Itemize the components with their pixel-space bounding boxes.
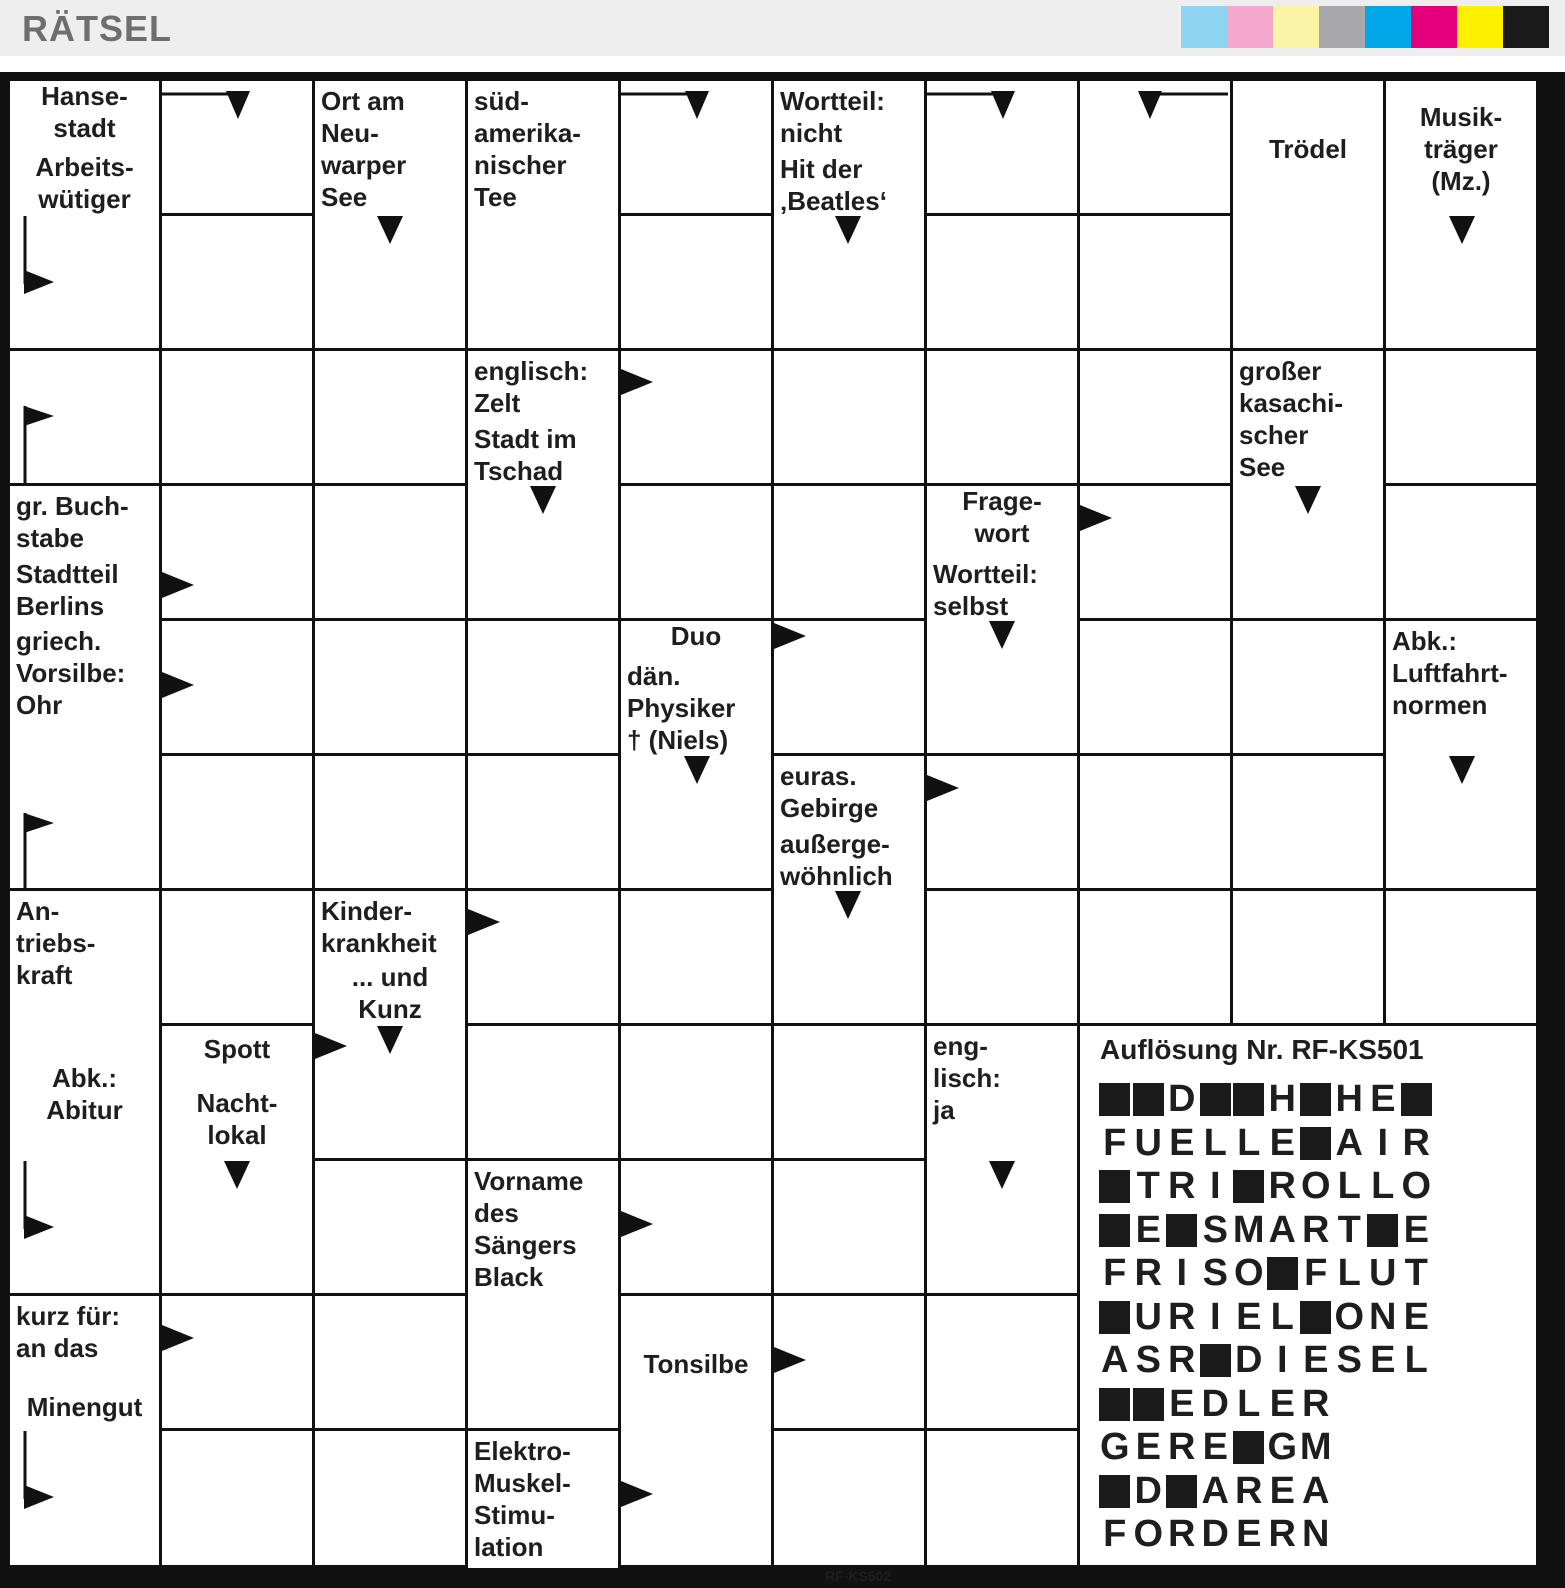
clue-hansestadt: Hanse- stadt bbox=[10, 81, 159, 143]
solution-block bbox=[1300, 1127, 1331, 1160]
grid-cell[interactable] bbox=[315, 1026, 465, 1158]
solution-row bbox=[1098, 1122, 1433, 1166]
grid-cell[interactable] bbox=[1386, 486, 1536, 618]
grid-cell[interactable] bbox=[1233, 216, 1383, 348]
grid-cell[interactable] bbox=[1386, 756, 1536, 888]
clue-stadtteil-berlins: Stadtteil Berlins bbox=[10, 554, 159, 622]
color-swatch bbox=[1503, 6, 1549, 48]
solution-letter: S bbox=[1202, 1208, 1228, 1251]
solution-letter: F bbox=[1103, 1121, 1127, 1164]
puzzle-code: RF-KS502 bbox=[825, 1568, 892, 1584]
solution-block bbox=[1099, 1301, 1130, 1334]
solution-letter: R bbox=[1268, 1165, 1296, 1208]
solution-letter: D bbox=[1168, 1078, 1196, 1121]
solution-letter: I bbox=[1377, 1121, 1389, 1164]
solution-letter: E bbox=[1403, 1295, 1429, 1338]
solution-letter: S bbox=[1336, 1339, 1362, 1382]
grid-cell[interactable] bbox=[927, 1296, 1077, 1428]
clue-nachtlokal: Nacht- lokal bbox=[162, 1077, 312, 1161]
grid-cell[interactable] bbox=[162, 216, 312, 348]
grid-cell[interactable] bbox=[162, 81, 312, 213]
solution-title: Auflösung Nr. RF-KS501 bbox=[1100, 1034, 1424, 1065]
grid-cell[interactable] bbox=[774, 216, 924, 348]
grid-cell[interactable] bbox=[162, 1431, 312, 1565]
grid-cell[interactable] bbox=[315, 621, 465, 753]
grid-cell[interactable] bbox=[468, 621, 618, 753]
solution-row bbox=[1098, 1078, 1433, 1122]
solution-letter: E bbox=[1269, 1382, 1295, 1425]
grid-cell[interactable] bbox=[927, 621, 1077, 753]
grid-cell[interactable] bbox=[621, 1026, 771, 1158]
clue-duo: Duo bbox=[621, 621, 771, 650]
clue-tonsilbe: Tonsilbe bbox=[621, 1296, 771, 1431]
clue-aussergewoehnlich: außerge- wöhnlich bbox=[774, 824, 924, 892]
solution-letter: A bbox=[1268, 1208, 1296, 1251]
solution-letter: A bbox=[1101, 1339, 1129, 1382]
color-swatch bbox=[1227, 6, 1273, 48]
solution-letter: U bbox=[1134, 1121, 1162, 1164]
solution-row bbox=[1098, 1252, 1433, 1296]
solution-letter: E bbox=[1169, 1382, 1195, 1425]
grid-cell[interactable] bbox=[621, 486, 771, 618]
page-title: RÄTSEL bbox=[22, 8, 172, 49]
solution-letter: N bbox=[1369, 1295, 1397, 1338]
solution-letter: R bbox=[1168, 1339, 1196, 1382]
grid-cell[interactable] bbox=[315, 1296, 465, 1428]
clue-und-kunz: ... und Kunz bbox=[315, 959, 465, 1027]
grid-cell[interactable] bbox=[162, 486, 312, 618]
clue-minengut: Minengut bbox=[10, 1382, 159, 1431]
crossword-grid bbox=[0, 72, 1565, 1588]
grid-cell[interactable] bbox=[774, 351, 924, 483]
solution-letter: L bbox=[1337, 1165, 1361, 1208]
grid-cell[interactable] bbox=[1386, 351, 1536, 483]
grid-cell[interactable] bbox=[315, 216, 465, 348]
solution-letter: I bbox=[1209, 1165, 1221, 1208]
grid-cell[interactable] bbox=[315, 756, 465, 888]
clue-vorname-saenger: Vorname des Sängers Black bbox=[468, 1161, 618, 1296]
solution-letter: O bbox=[1401, 1165, 1432, 1208]
solution-block bbox=[1133, 1083, 1164, 1116]
clue-musiktraeger: Musik- träger (Mz.) bbox=[1386, 81, 1536, 216]
grid-cell[interactable] bbox=[927, 756, 1077, 888]
grid-cell[interactable] bbox=[315, 486, 465, 618]
solution-letter: A bbox=[1302, 1469, 1330, 1512]
solution-block bbox=[1099, 1214, 1130, 1247]
solution-letter: D bbox=[1235, 1339, 1263, 1382]
solution-letter: E bbox=[1202, 1426, 1228, 1469]
grid-cell[interactable] bbox=[774, 1026, 924, 1158]
page-header bbox=[0, 0, 1565, 56]
grid-cell[interactable] bbox=[621, 891, 771, 1023]
solution-letter: L bbox=[1404, 1339, 1428, 1382]
clue-troedel: Trödel bbox=[1233, 81, 1383, 216]
solution-row bbox=[1098, 1426, 1433, 1470]
grid-cell[interactable] bbox=[774, 1296, 924, 1428]
grid-cell[interactable] bbox=[1080, 351, 1230, 483]
solution-letter: I bbox=[1176, 1252, 1188, 1295]
solution-letter: E bbox=[1269, 1121, 1295, 1164]
grid-cell[interactable] bbox=[468, 1296, 618, 1428]
solution-letter: M bbox=[1299, 1426, 1332, 1469]
solution-letter: E bbox=[1303, 1339, 1329, 1382]
grid-cell[interactable] bbox=[315, 1161, 465, 1293]
grid-cell[interactable] bbox=[468, 216, 618, 348]
solution-block bbox=[1200, 1083, 1231, 1116]
grid-cell[interactable] bbox=[927, 216, 1077, 348]
solution-letter: S bbox=[1202, 1252, 1228, 1295]
grid-cell[interactable] bbox=[315, 351, 465, 483]
clue-kasachischer-see: großer kasachi- scher See bbox=[1233, 351, 1383, 486]
grid-cell[interactable] bbox=[774, 1161, 924, 1293]
clue-griech-vorsilbe: griech. Vorsilbe: Ohr bbox=[10, 621, 159, 756]
solution-letter: R bbox=[1235, 1469, 1263, 1512]
grid-cell[interactable] bbox=[162, 621, 312, 753]
grid-cell[interactable] bbox=[621, 216, 771, 348]
solution-letter: R bbox=[1402, 1121, 1430, 1164]
solution-letter: R bbox=[1168, 1426, 1196, 1469]
grid-cell[interactable] bbox=[621, 81, 771, 213]
color-swatch bbox=[1273, 6, 1319, 48]
grid-cell[interactable] bbox=[1386, 891, 1536, 1023]
solution-letter: H bbox=[1335, 1078, 1363, 1121]
solution-letter: R bbox=[1302, 1208, 1330, 1251]
clue-hit-der-beatles: Hit der ‚Beatles‘ bbox=[774, 149, 924, 217]
solution-letter: E bbox=[1403, 1208, 1429, 1251]
solution-letter: R bbox=[1134, 1252, 1162, 1295]
solution-block bbox=[1099, 1388, 1130, 1421]
solution-block bbox=[1233, 1431, 1264, 1464]
clue-englisch-zelt: englisch: Zelt bbox=[468, 351, 618, 413]
solution-block bbox=[1267, 1257, 1298, 1290]
solution-letter: H bbox=[1268, 1078, 1296, 1121]
solution-letter: F bbox=[1103, 1252, 1127, 1295]
solution-letter: F bbox=[1103, 1513, 1127, 1556]
solution-letter: O bbox=[1334, 1295, 1365, 1338]
clue-antriebskraft: An- triebs- kraft bbox=[10, 891, 159, 1026]
solution-letter: R bbox=[1168, 1513, 1196, 1556]
grid-cell[interactable] bbox=[1080, 81, 1230, 213]
grid-cell[interactable] bbox=[1080, 891, 1230, 1023]
solution-letter: L bbox=[1203, 1121, 1227, 1164]
grid-cell[interactable] bbox=[162, 1296, 312, 1428]
solution-letter: O bbox=[1233, 1252, 1264, 1295]
solution-letter: N bbox=[1302, 1513, 1330, 1556]
solution-letter: O bbox=[1133, 1513, 1164, 1556]
clue-kinderkrankheit: Kinder- krankheit bbox=[315, 891, 465, 953]
solution-letter: G bbox=[1267, 1426, 1298, 1469]
grid-cell[interactable] bbox=[10, 351, 159, 483]
solution-block bbox=[1166, 1475, 1197, 1508]
solution-letter: T bbox=[1404, 1252, 1428, 1295]
grid-cell[interactable] bbox=[468, 486, 618, 618]
solution-letter: T bbox=[1136, 1165, 1160, 1208]
clue-kurz-fuer: kurz für: an das bbox=[10, 1296, 159, 1377]
grid-cell[interactable] bbox=[162, 756, 312, 888]
grid-cell[interactable] bbox=[468, 1026, 618, 1158]
clue-abk-luftfahrtnormen: Abk.: Luftfahrt- normen bbox=[1386, 621, 1536, 756]
solution-letter: L bbox=[1270, 1295, 1294, 1338]
solution-row bbox=[1098, 1470, 1433, 1514]
clue-ort-am-neuwarper-see: Ort am Neu- warper See bbox=[315, 81, 465, 216]
solution-letter: R bbox=[1268, 1513, 1296, 1556]
solution-letter: D bbox=[1134, 1469, 1162, 1512]
solution-letter: L bbox=[1371, 1165, 1395, 1208]
clue-gr-buchstabe: gr. Buch- stabe bbox=[10, 486, 159, 548]
solution-letter: L bbox=[1337, 1252, 1361, 1295]
solution-row bbox=[1098, 1296, 1433, 1340]
clue-abk-abitur: Abk.: Abitur bbox=[10, 1026, 159, 1161]
solution-letter: D bbox=[1201, 1513, 1229, 1556]
solution-letter: U bbox=[1134, 1295, 1162, 1338]
solution-block bbox=[1166, 1214, 1197, 1247]
solution-letter: G bbox=[1099, 1426, 1130, 1469]
grid-cell[interactable] bbox=[1233, 891, 1383, 1023]
solution-letter: E bbox=[1135, 1208, 1161, 1251]
grid-cell[interactable] bbox=[1080, 486, 1230, 618]
solution-letter: A bbox=[1335, 1121, 1363, 1164]
solution-block bbox=[1233, 1170, 1264, 1203]
solution-panel bbox=[1080, 1026, 1536, 1565]
grid-cell[interactable] bbox=[1233, 756, 1383, 888]
grid-cell[interactable] bbox=[162, 351, 312, 483]
grid-cell[interactable] bbox=[10, 216, 159, 348]
grid-cell[interactable] bbox=[774, 1431, 924, 1565]
solution-row bbox=[1098, 1383, 1433, 1427]
solution-grid bbox=[1098, 1078, 1433, 1557]
solution-letter: E bbox=[1269, 1469, 1295, 1512]
color-swatch bbox=[1411, 6, 1457, 48]
solution-letter: T bbox=[1337, 1208, 1361, 1251]
solution-letter: M bbox=[1232, 1208, 1265, 1251]
clue-euras-gebirge: euras. Gebirge bbox=[774, 756, 924, 818]
solution-letter: E bbox=[1370, 1339, 1396, 1382]
solution-letter: E bbox=[1236, 1513, 1262, 1556]
grid-cell[interactable] bbox=[621, 351, 771, 483]
clue-elektro-muskel: Elektro- Muskel- Stimu- lation bbox=[468, 1431, 618, 1568]
solution-letter: L bbox=[1237, 1382, 1261, 1425]
clue-wortteil-nicht: Wortteil: nicht bbox=[774, 81, 924, 143]
clue-englisch-ja: eng- lisch: ja bbox=[927, 1026, 1077, 1161]
solution-letter: L bbox=[1237, 1121, 1261, 1164]
grid-cell[interactable] bbox=[468, 891, 618, 1023]
grid-cell[interactable] bbox=[162, 1161, 312, 1293]
grid-cell[interactable] bbox=[927, 1161, 1077, 1293]
grid-cell[interactable] bbox=[468, 756, 618, 888]
clue-wortteil-selbst: Wortteil: selbst bbox=[927, 554, 1077, 622]
color-calibration-bar bbox=[1181, 6, 1549, 48]
color-swatch bbox=[1457, 6, 1503, 48]
solution-block bbox=[1099, 1475, 1130, 1508]
grid-cell[interactable] bbox=[774, 891, 924, 1023]
solution-block bbox=[1233, 1083, 1264, 1116]
solution-letter: I bbox=[1276, 1339, 1288, 1382]
grid-cell[interactable] bbox=[621, 756, 771, 888]
solution-block bbox=[1133, 1388, 1164, 1421]
solution-letter: S bbox=[1135, 1339, 1161, 1382]
solution-block bbox=[1401, 1083, 1432, 1116]
grid-cell[interactable] bbox=[315, 1431, 465, 1565]
grid-cell[interactable] bbox=[774, 621, 924, 753]
solution-row bbox=[1098, 1165, 1433, 1209]
solution-letter: I bbox=[1209, 1295, 1221, 1338]
solution-letter: R bbox=[1168, 1295, 1196, 1338]
solution-block bbox=[1300, 1301, 1331, 1334]
grid-cell[interactable] bbox=[1233, 621, 1383, 753]
clue-daen-physiker: dän. Physiker † (Niels) bbox=[621, 656, 771, 756]
solution-block bbox=[1200, 1344, 1231, 1377]
grid-cell[interactable] bbox=[1080, 216, 1230, 348]
solution-letter: E bbox=[1135, 1426, 1161, 1469]
solution-letter: R bbox=[1302, 1382, 1330, 1425]
solution-letter: F bbox=[1304, 1252, 1328, 1295]
clue-spott: Spott bbox=[162, 1026, 312, 1072]
clue-frage-wort: Frage- wort bbox=[927, 486, 1077, 548]
grid-cell[interactable] bbox=[10, 1161, 159, 1293]
solution-row bbox=[1098, 1513, 1433, 1557]
grid-cell[interactable] bbox=[1386, 216, 1536, 348]
solution-letter: E bbox=[1169, 1121, 1195, 1164]
color-swatch bbox=[1319, 6, 1365, 48]
grid-cell[interactable] bbox=[927, 891, 1077, 1023]
grid-cell[interactable] bbox=[774, 486, 924, 618]
grid-cell[interactable] bbox=[927, 1431, 1077, 1565]
color-swatch bbox=[1181, 6, 1227, 48]
solution-block bbox=[1099, 1170, 1130, 1203]
grid-cell[interactable] bbox=[1080, 621, 1230, 753]
solution-block bbox=[1099, 1083, 1130, 1116]
clue-stadt-im-tschad: Stadt im Tschad bbox=[468, 419, 618, 487]
grid-cell[interactable] bbox=[927, 351, 1077, 483]
solution-letter: U bbox=[1369, 1252, 1397, 1295]
solution-letter: E bbox=[1370, 1078, 1396, 1121]
grid-cell[interactable] bbox=[927, 81, 1077, 213]
solution-row bbox=[1098, 1209, 1433, 1253]
grid-cell[interactable] bbox=[10, 756, 159, 888]
grid-cell[interactable] bbox=[1233, 486, 1383, 618]
clue-arbeitswuetiger: Arbeits- wütiger bbox=[10, 149, 159, 217]
grid-cell[interactable] bbox=[621, 1431, 771, 1565]
grid-cell[interactable] bbox=[1080, 756, 1230, 888]
color-swatch bbox=[1365, 6, 1411, 48]
grid-cell[interactable] bbox=[621, 1161, 771, 1293]
solution-row bbox=[1098, 1339, 1433, 1383]
solution-letter: R bbox=[1168, 1165, 1196, 1208]
grid-cell[interactable] bbox=[162, 891, 312, 1023]
solution-block bbox=[1367, 1214, 1398, 1247]
solution-block bbox=[1300, 1083, 1331, 1116]
solution-letter: D bbox=[1201, 1382, 1229, 1425]
clue-suedamerikanischer-tee: süd- amerika- nischer Tee bbox=[468, 81, 618, 216]
grid-cell[interactable] bbox=[10, 1431, 159, 1565]
solution-letter: O bbox=[1300, 1165, 1331, 1208]
solution-letter: A bbox=[1201, 1469, 1229, 1512]
solution-letter: E bbox=[1236, 1295, 1262, 1338]
